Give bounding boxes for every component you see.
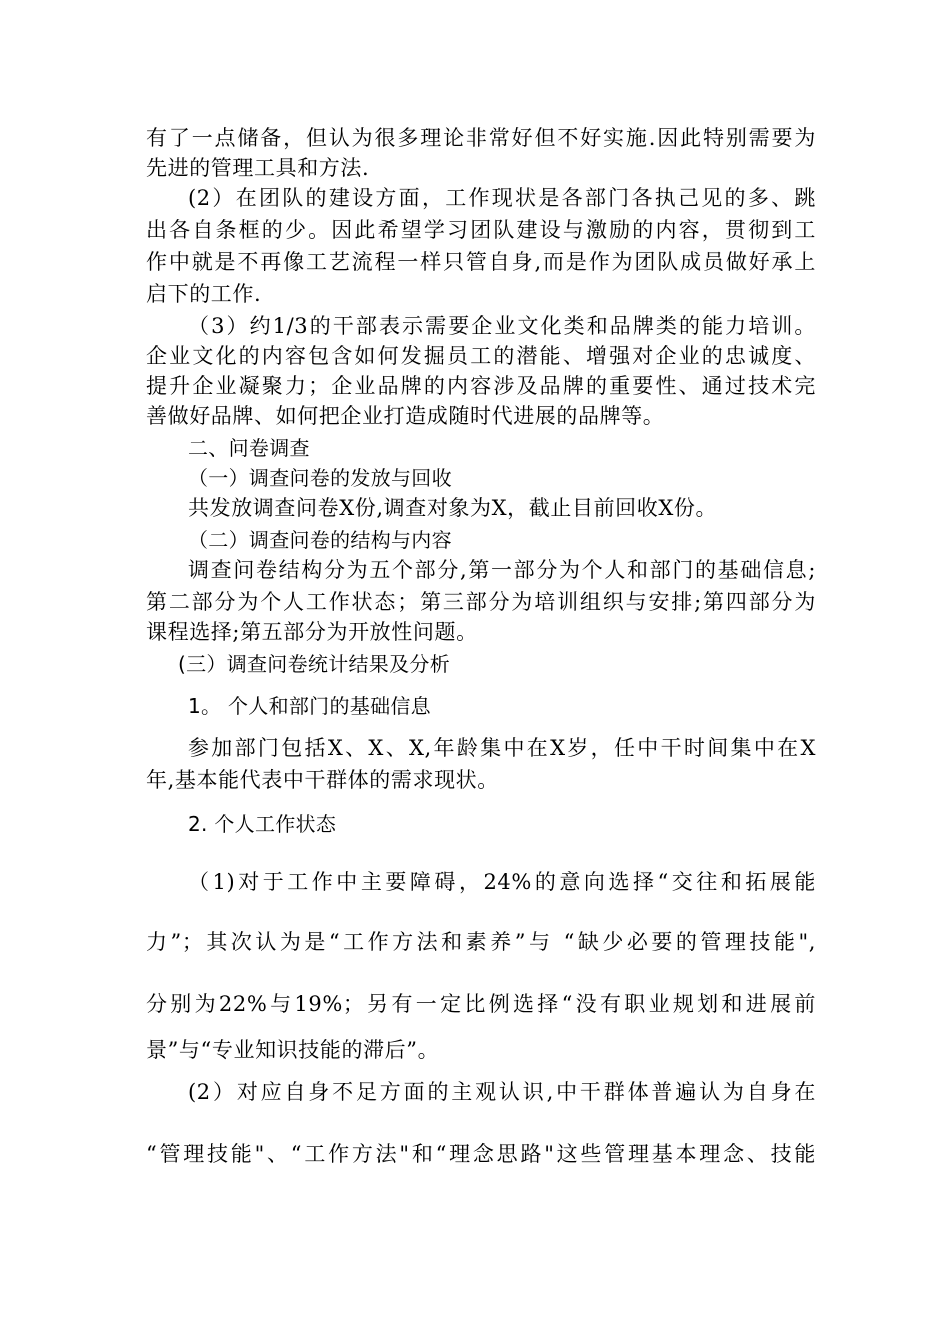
paragraph-line: （3）约1/3的干部表示需要企业文化类和品牌类的能力培训。 — [188, 314, 816, 338]
paragraph-line: 调查问卷结构分为五个部分,第一部分为个人和部门的基础信息; — [188, 558, 816, 582]
subsection-heading: （一）调查问卷的发放与回收 — [188, 466, 452, 490]
paragraph-line: (2）在团队的建设方面，工作现状是各部门各执己见的多、跳 — [188, 186, 816, 210]
paragraph-line: 年,基本能代表中干群体的需求现状。 — [146, 768, 499, 792]
paragraph-line: 课程选择;第五部分为开放性问题。 — [146, 620, 478, 644]
paragraph-line: “管理技能"、“工作方法"和“理念思路"这些管理基本理念、技能 — [146, 1142, 816, 1166]
paragraph-line: 第二部分为个人工作状态；第三部分为培训组织与安排;第四部分为 — [146, 590, 816, 614]
subsection-heading: (三）调查问卷统计结果及分析 — [178, 652, 451, 676]
numbered-heading: 1。 个人和部门的基础信息 — [188, 694, 431, 718]
paragraph-line: 有了一点储备，但认为很多理论非常好但不好实施.因此特别需要为 — [146, 126, 816, 150]
paragraph-line: （1)对于工作中主要障碍，24%的意向选择“交往和拓展能 — [188, 870, 816, 894]
paragraph-line: 善做好品牌、如何把企业打造成随时代进展的品牌等。 — [146, 404, 665, 428]
paragraph-line: 景”与“专业知识技能的滞后”。 — [146, 1038, 440, 1062]
paragraph-line: 先进的管理工具和方法. — [146, 156, 370, 180]
paragraph-line: 参加部门包括X、X、X,年龄集中在X岁，任中干时间集中在X — [188, 736, 816, 760]
subsection-heading: （二）调查问卷的结构与内容 — [188, 528, 452, 552]
paragraph-line: 共发放调查问卷X份,调查对象为X，截止目前回收X份。 — [188, 496, 718, 520]
paragraph-line: 作中就是不再像工艺流程一样只管自身,而是作为团队成员做好承上 — [146, 250, 816, 274]
paragraph-line: 启下的工作. — [146, 282, 262, 306]
paragraph-line: 提升企业凝聚力；企业品牌的内容涉及品牌的重要性、通过技术完 — [146, 374, 816, 398]
paragraph-line: (2）对应自身不足方面的主观认识,中干群体普遍认为自身在 — [188, 1080, 816, 1104]
paragraph-line: 分别为22%与19%；另有一定比例选择“没有职业规划和进展前 — [146, 992, 816, 1016]
paragraph-line: 企业文化的内容包含如何发掘员工的潜能、增强对企业的忠诚度、 — [146, 344, 816, 368]
section-heading: 二、问卷调查 — [188, 436, 310, 460]
numbered-heading: 2. 个人工作状态 — [188, 812, 337, 836]
paragraph-line: 出各自条框的少。因此希望学习团队建设与激励的内容，贯彻到工 — [146, 218, 816, 242]
paragraph-line: 力”；其次认为是“工作方法和素养”与 “缺少必要的管理技能", — [146, 930, 816, 954]
